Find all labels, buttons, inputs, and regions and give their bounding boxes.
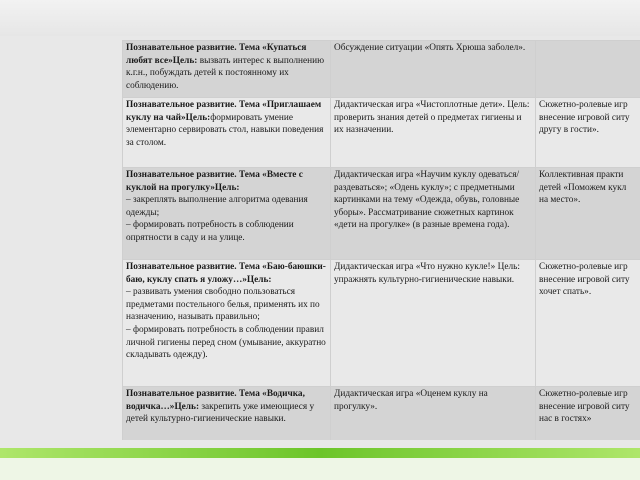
topic-cell xyxy=(123,168,331,260)
table-row xyxy=(123,41,640,98)
plan-table-container xyxy=(122,40,640,440)
roleplay-line: внесение игровой ситу xyxy=(539,274,630,285)
topic-goal-item: – формировать потребность в соблюдении правил личной гигиены перед сном (умывание, аккуратно складывать одежду). xyxy=(126,324,326,361)
table-row xyxy=(123,168,640,260)
topic-goal: вызвать интерес к выполнению к.г.н., побуждать детей к постоянному их соблюдению. xyxy=(126,55,325,91)
topic-cell xyxy=(123,98,331,168)
game-cell: Обсуждение ситуации «Опять Хрюша заболел». xyxy=(331,41,536,98)
topic-goal-item: – развивать умения свободно пользоваться предметами постельного белья, применять их по назначению, называть правильно; xyxy=(126,287,320,323)
roleplay-line: внесение игровой ситу xyxy=(539,401,630,412)
table-row xyxy=(123,387,640,441)
roleplay-line: Сюжетно-ролевые игр xyxy=(539,100,628,110)
topic-goal-item: – закреплять выполнение алгоритма одевания одежды; xyxy=(126,195,308,218)
roleplay-line: детей «Поможем кукл xyxy=(539,182,627,193)
roleplay-line: Сюжетно-ролевые игр xyxy=(539,389,628,399)
topic-goal: формировать умение элементарно сервировать стол, навыки поведения за столом. xyxy=(126,112,324,148)
topic-title: Познавательное развитие. Тема «Купаться любят все»Цель: xyxy=(126,43,307,66)
roleplay-line: Коллективная практи xyxy=(539,170,624,180)
roleplay-line: на место». xyxy=(539,195,581,206)
activity-plan-table xyxy=(122,40,640,440)
topic-cell xyxy=(123,260,331,387)
game-cell: Дидактическая игра «Научим куклу одеваться/раздеваться»; «Одень куклу»; с предметными картинками на тему «Одежда, обувь, головные уборы». Рассматривание сюжетных картинок «дети на прогулке» (в разные времена года). xyxy=(331,168,536,260)
top-decorative-band xyxy=(0,0,640,36)
topic-title: Познавательное развитие. Тема «Вместе с куклой на прогулку»Цель: xyxy=(126,170,303,193)
green-decorative-strip xyxy=(0,448,640,458)
topic-title: Познавательное развитие. Тема «Водичка, водичка…»Цель: xyxy=(126,389,305,412)
topic-cell xyxy=(123,41,331,98)
roleplay-line: внесение игровой ситу xyxy=(539,112,630,123)
game-cell: Дидактическая игра «Оценем куклу на прогулку». xyxy=(331,387,536,441)
roleplay-line: Сюжетно-ролевые игр xyxy=(539,262,628,272)
table-row xyxy=(123,260,640,387)
roleplay-cell xyxy=(536,387,640,441)
topic-title: Познавательное развитие. Тема «Приглашаем куклу на чай»Цель: xyxy=(126,100,322,123)
topic-title: Познавательное развитие. Тема «Баю-баюшки-баю, куклу спать я уложу…»Цель: xyxy=(126,262,326,285)
roleplay-line: хочет спать». xyxy=(539,287,592,298)
game-cell: Дидактическая игра «Что нужно кукле!» Цель: упражнять культурно-гигиенические навыки. xyxy=(331,260,536,387)
roleplay-line: нас в гостях» xyxy=(539,414,592,425)
topic-goal-item: – формировать потребность в соблюдении опрятности в саду и на улице. xyxy=(126,220,294,243)
topic-cell xyxy=(123,387,331,441)
roleplay-cell xyxy=(536,41,640,98)
game-cell: Дидактическая игра «Чистоплотные дети». Цель: проверить знания детей о предметах гигиены и их назначении. xyxy=(331,98,536,168)
topic-goal: закрепить уже имеющиеся у детей культурно-гигиенические навыки. xyxy=(126,401,315,425)
roleplay-cell xyxy=(536,260,640,387)
roleplay-cell xyxy=(536,168,640,260)
roleplay-cell xyxy=(536,98,640,168)
table-row xyxy=(123,98,640,168)
roleplay-line: другу в гости». xyxy=(539,125,600,136)
bottom-decorative-band xyxy=(0,458,640,480)
